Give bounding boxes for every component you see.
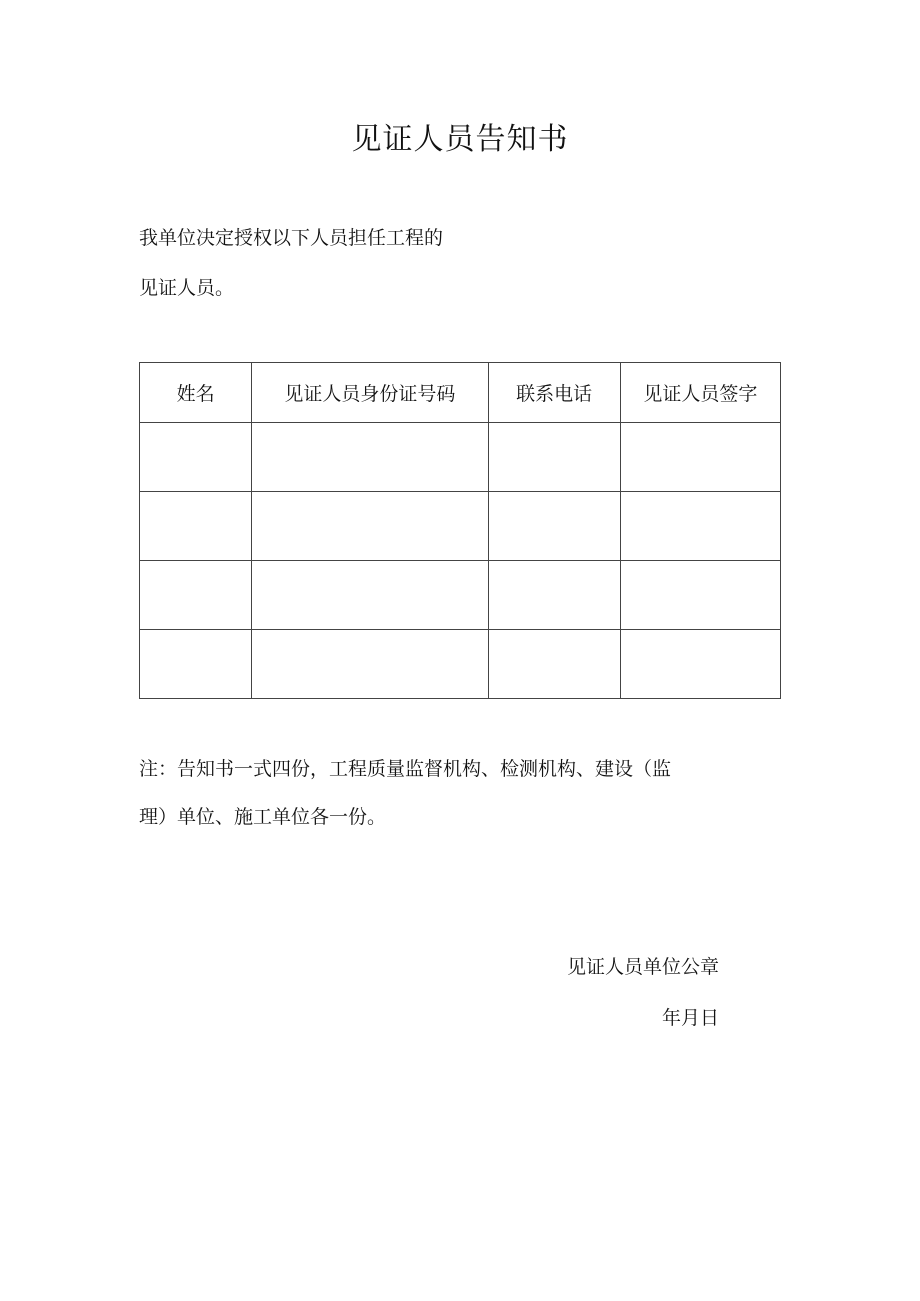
intro-text-line-1: 我单位决定授权以下人员担任工程的	[139, 227, 444, 249]
cell-id-number	[252, 630, 488, 699]
header-signature: 见证人员签字	[620, 363, 780, 423]
cell-phone	[488, 423, 620, 492]
intro-text-line-2: 见证人员。	[139, 277, 235, 299]
table-header-row	[140, 363, 781, 423]
witness-table-container	[139, 362, 781, 699]
witness-table	[139, 362, 781, 699]
cell-name	[140, 423, 252, 492]
header-name: 姓名	[140, 363, 252, 423]
cell-id-number	[252, 561, 488, 630]
date-label: 年月日	[661, 1007, 719, 1029]
seal-label: 见证人员单位公章	[566, 956, 719, 978]
cell-signature	[620, 423, 780, 492]
header-phone: 联系电话	[488, 363, 620, 423]
cell-signature	[620, 561, 780, 630]
cell-id-number	[252, 492, 488, 561]
cell-signature	[620, 492, 780, 561]
table-row	[140, 561, 781, 630]
cell-id-number	[252, 423, 488, 492]
cell-phone	[488, 630, 620, 699]
header-id-number: 见证人员身份证号码	[252, 363, 488, 423]
note-text-line-1: 注：告知书一式四份，工程质量监督机构、检测机构、建设（监	[139, 758, 672, 780]
cell-phone	[488, 492, 620, 561]
table-row	[140, 630, 781, 699]
cell-phone	[488, 561, 620, 630]
cell-name	[140, 492, 252, 561]
cell-signature	[620, 630, 780, 699]
table-row	[140, 492, 781, 561]
cell-name	[140, 630, 252, 699]
note-text-line-2: 理）单位、施工单位各一份。	[139, 806, 387, 828]
page-title: 见证人员告知书	[351, 122, 569, 157]
cell-name	[140, 561, 252, 630]
table-row	[140, 423, 781, 492]
